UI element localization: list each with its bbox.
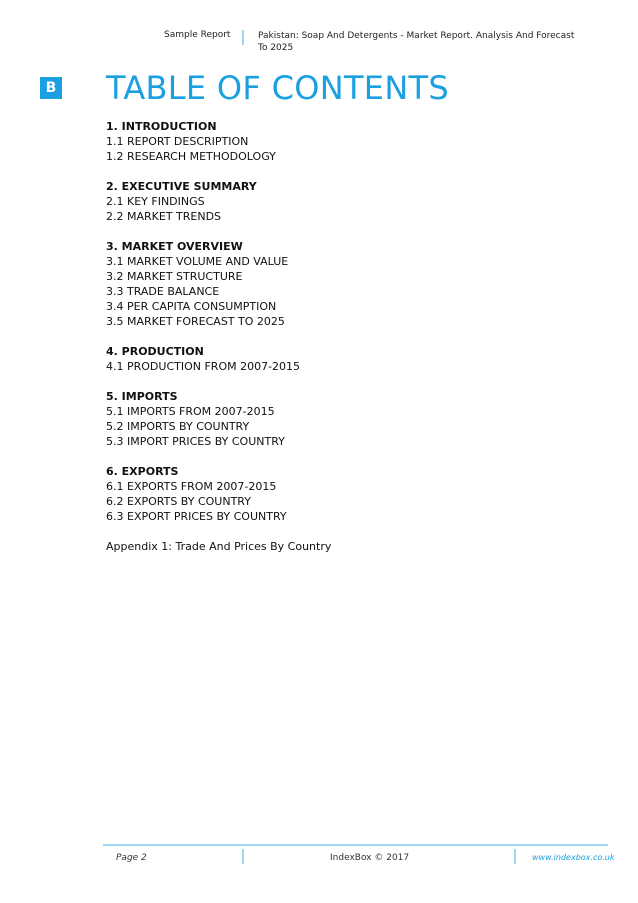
toc-item[interactable]: 5.2 IMPORTS BY COUNTRY <box>106 420 250 433</box>
toc-item[interactable]: 5.1 IMPORTS FROM 2007-2015 <box>106 405 275 418</box>
toc-item[interactable]: 1.2 RESEARCH METHODOLOGY <box>106 150 276 163</box>
footer-page-number: Page 2 <box>116 853 147 863</box>
toc-item[interactable]: 1.1 REPORT DESCRIPTION <box>106 135 249 148</box>
toc-section <box>106 464 586 524</box>
toc-item[interactable]: 3.4 PER CAPITA CONSUMPTION <box>106 300 277 313</box>
header-left-text: Sample Report <box>164 30 231 40</box>
brand-logo-icon: B <box>40 77 62 99</box>
footer-divider-2 <box>514 849 516 864</box>
toc-item[interactable]: 3.1 MARKET VOLUME AND VALUE <box>106 255 289 268</box>
toc-section <box>106 344 586 374</box>
header-divider <box>242 30 244 45</box>
toc-section-title[interactable]: 2. EXECUTIVE SUMMARY <box>106 180 257 193</box>
toc-item[interactable]: 3.5 MARKET FORECAST TO 2025 <box>106 315 285 328</box>
toc-item[interactable]: 3.2 MARKET STRUCTURE <box>106 270 243 283</box>
toc-section <box>106 179 586 224</box>
toc-section-title[interactable]: 1. INTRODUCTION <box>106 120 217 133</box>
footer-copyright: IndexBox © 2017 <box>330 853 410 863</box>
toc-section-title[interactable]: 5. IMPORTS <box>106 390 178 403</box>
header-report-title <box>258 30 578 54</box>
toc-item[interactable]: 2.1 KEY FINDINGS <box>106 195 205 208</box>
footer-divider-1 <box>242 849 244 864</box>
toc-item[interactable]: 3.3 TRADE BALANCE <box>106 285 220 298</box>
toc-section <box>106 389 586 449</box>
toc-section <box>106 119 586 164</box>
page-title: TABLE OF CONTENTS <box>106 69 450 107</box>
footer-website-link[interactable]: www.indexbox.co.uk <box>532 853 615 862</box>
toc-item[interactable]: 2.2 MARKET TRENDS <box>106 210 222 223</box>
toc-section-title[interactable]: 3. MARKET OVERVIEW <box>106 240 243 253</box>
toc-item[interactable]: 5.3 IMPORT PRICES BY COUNTRY <box>106 435 285 448</box>
toc-appendix[interactable]: Appendix 1: Trade And Prices By Country <box>106 540 332 553</box>
table-of-contents <box>106 119 586 554</box>
toc-section-title[interactable]: 6. EXPORTS <box>106 465 179 478</box>
header-title-line2: To 2025 <box>258 43 294 53</box>
toc-item[interactable]: 6.3 EXPORT PRICES BY COUNTRY <box>106 510 287 523</box>
toc-section <box>106 239 586 329</box>
header-title-line1: Pakistan: Soap And Detergents - Market Report. Analysis And Forecast <box>258 31 575 41</box>
toc-item[interactable]: 6.1 EXPORTS FROM 2007-2015 <box>106 480 277 493</box>
toc-section-title[interactable]: 4. PRODUCTION <box>106 345 204 358</box>
toc-item[interactable]: 6.2 EXPORTS BY COUNTRY <box>106 495 251 508</box>
footer-divider-line <box>103 844 608 846</box>
toc-item[interactable]: 4.1 PRODUCTION FROM 2007-2015 <box>106 360 301 373</box>
